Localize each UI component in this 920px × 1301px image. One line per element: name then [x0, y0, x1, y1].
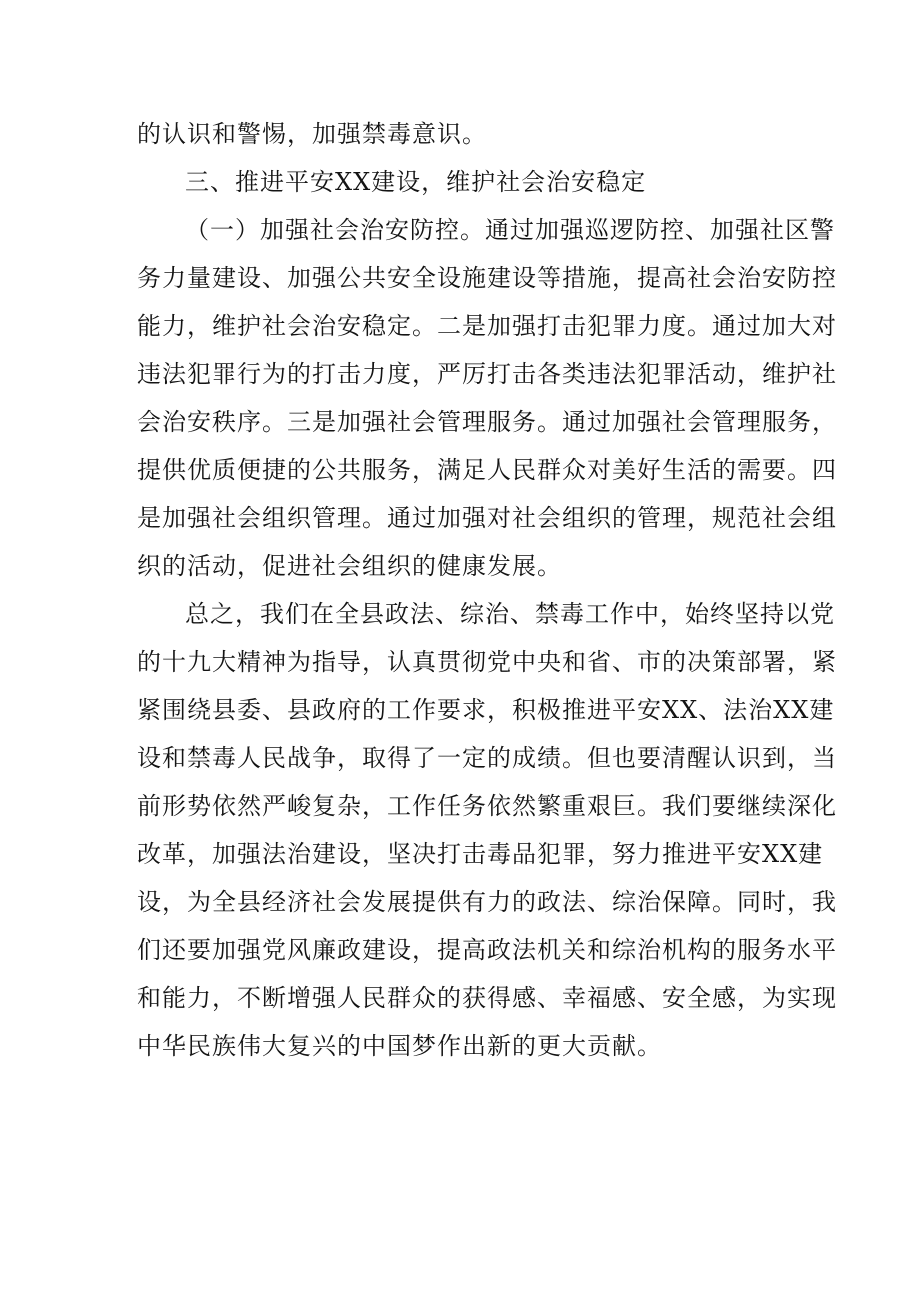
- paragraph-line: 织的活动，促进社会组织的健康发展。: [137, 552, 562, 580]
- paragraph-line: 的认识和警惕，加强禁毒意识。: [137, 120, 487, 148]
- paragraph-line: 总之，我们在全县政法、综治、禁毒工作中，始终坚持以党: [185, 600, 835, 628]
- paragraph-line: 会治安秩序。三是加强社会管理服务。通过加强社会管理服务，: [137, 408, 837, 436]
- paragraph-line: 提供优质便捷的公共服务，满足人民群众对美好生活的需要。四: [137, 456, 837, 484]
- paragraph-line: 紧围绕县委、县政府的工作要求，积极推进平安XX、法治XX建: [137, 696, 835, 724]
- paragraph-line: 是加强社会组织管理。通过加强对社会组织的管理，规范社会组: [137, 504, 837, 532]
- paragraph-line: 设，为全县经济社会发展提供有力的政法、综治保障。同时，我: [137, 888, 837, 916]
- paragraph-line: 改革，加强法治建设，坚决打击毒品犯罪，努力推进平安XX建: [137, 840, 824, 868]
- paragraph-line: 中华民族伟大复兴的中国梦作出新的更大贡献。: [137, 1032, 662, 1060]
- section-heading: 三、推进平安XX建设，维护社会治安稳定: [185, 168, 647, 196]
- paragraph-line: 前形势依然严峻复杂，工作任务依然繁重艰巨。我们要继续深化: [137, 792, 837, 820]
- paragraph-line: 能力，维护社会治安稳定。二是加强打击犯罪力度。通过加大对: [137, 312, 837, 340]
- paragraph-line: 违法犯罪行为的打击力度，严厉打击各类违法犯罪活动，维护社: [137, 360, 837, 388]
- paragraph-line: （一）加强社会治安防控。通过加强巡逻防控、加强社区警: [185, 216, 835, 244]
- paragraph-line: 和能力，不断增强人民群众的获得感、幸福感、安全感，为实现: [137, 984, 837, 1012]
- paragraph-line: 务力量建设、加强公共安全设施建设等措施，提高社会治安防控: [137, 264, 837, 292]
- paragraph-line: 的十九大精神为指导，认真贯彻党中央和省、市的决策部署，紧: [137, 648, 837, 676]
- paragraph-line: 设和禁毒人民战争，取得了一定的成绩。但也要清醒认识到，当: [137, 744, 837, 772]
- paragraph-line: 们还要加强党风廉政建设，提高政法机关和综治机构的服务水平: [137, 936, 837, 964]
- document-body: [137, 110, 837, 1070]
